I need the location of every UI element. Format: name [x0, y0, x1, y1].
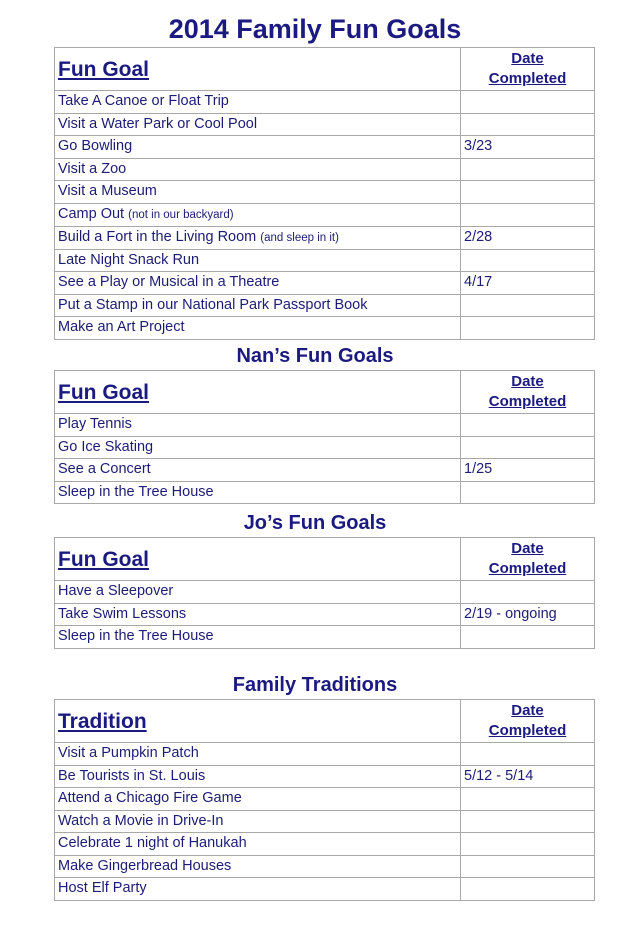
goal-cell: Make Gingerbread Houses	[55, 855, 461, 878]
goal-cell: Take Swim Lessons	[55, 603, 461, 626]
goal-cell: Attend a Chicago Fire Game	[55, 788, 461, 811]
date-cell	[461, 626, 595, 649]
date-cell: 2/28	[461, 226, 595, 249]
date-cell	[461, 833, 595, 856]
date-cell: 2/19 - ongoing	[461, 603, 595, 626]
section-heading-nan: Nan’s Fun Goals	[236, 345, 394, 367]
table-row	[55, 626, 595, 649]
table-row	[55, 810, 595, 833]
goal-cell: Camp Out (not in our backyard)	[55, 203, 461, 226]
traditions-table	[54, 699, 595, 901]
table-row	[55, 481, 595, 504]
table-row	[55, 203, 595, 226]
date-cell	[461, 743, 595, 766]
table-row	[55, 833, 595, 856]
table-row	[55, 878, 595, 901]
date-cell	[461, 113, 595, 136]
goal-cell: Visit a Zoo	[55, 158, 461, 181]
goal-column-header: Fun Goal	[55, 371, 461, 414]
table-row	[55, 788, 595, 811]
date-cell: 3/23	[461, 136, 595, 159]
date-cell	[461, 436, 595, 459]
goal-column-header: Fun Goal	[55, 538, 461, 581]
goal-cell: Visit a Museum	[55, 181, 461, 204]
goal-cell: Visit a Pumpkin Patch	[55, 743, 461, 766]
goal-cell: Put a Stamp in our National Park Passport Book	[55, 294, 461, 317]
goal-note: (not in our backyard)	[128, 208, 234, 221]
date-cell	[461, 481, 595, 504]
table-row	[55, 294, 595, 317]
date-header-line1: Date	[511, 702, 544, 719]
date-column-header	[461, 538, 595, 581]
goal-column-header: Fun Goal	[55, 48, 461, 91]
table-row	[55, 414, 595, 437]
table-row	[55, 226, 595, 249]
table-row	[55, 436, 595, 459]
table-row	[55, 459, 595, 482]
goal-cell: Go Bowling	[55, 136, 461, 159]
goal-cell: Watch a Movie in Drive-In	[55, 810, 461, 833]
date-cell: 1/25	[461, 459, 595, 482]
tradition-column-header: Tradition	[55, 700, 461, 743]
date-cell	[461, 91, 595, 114]
date-cell	[461, 878, 595, 901]
date-cell	[461, 810, 595, 833]
date-cell	[461, 294, 595, 317]
date-header-line2: Completed	[488, 70, 567, 87]
date-cell	[461, 414, 595, 437]
table-row	[55, 743, 595, 766]
date-cell	[461, 788, 595, 811]
goal-cell: Have a Sleepover	[55, 581, 461, 604]
goal-cell: Celebrate 1 night of Hanukah	[55, 833, 461, 856]
goal-cell: Be Tourists in St. Louis	[55, 765, 461, 788]
table-row	[55, 855, 595, 878]
goal-cell: Play Tennis	[55, 414, 461, 437]
date-header-line1: Date	[511, 373, 544, 390]
goal-cell: Visit a Water Park or Cool Pool	[55, 113, 461, 136]
jo-goals-table	[54, 537, 595, 649]
family-goals-table	[54, 47, 595, 340]
goal-note: (and sleep in it)	[260, 231, 339, 244]
goal-cell: Host Elf Party	[55, 878, 461, 901]
date-column-header	[461, 371, 595, 414]
table-row	[55, 272, 595, 295]
goal-cell: Go Ice Skating	[55, 436, 461, 459]
date-cell	[461, 317, 595, 340]
table-row	[55, 136, 595, 159]
table-row	[55, 249, 595, 272]
date-cell	[461, 203, 595, 226]
goal-cell: Build a Fort in the Living Room (and sleep in it)	[55, 226, 461, 249]
date-header-line1: Date	[511, 540, 544, 557]
goal-cell: Make an Art Project	[55, 317, 461, 340]
goal-cell: See a Concert	[55, 459, 461, 482]
goal-cell: Take A Canoe or Float Trip	[55, 91, 461, 114]
goal-cell: Sleep in the Tree House	[55, 626, 461, 649]
date-header-line1: Date	[511, 50, 544, 67]
goal-cell: See a Play or Musical in a Theatre	[55, 272, 461, 295]
date-header-line2: Completed	[488, 722, 567, 739]
date-cell	[461, 181, 595, 204]
table-row	[55, 158, 595, 181]
section-heading-traditions: Family Traditions	[232, 674, 398, 696]
date-cell	[461, 249, 595, 272]
date-header-line2: Completed	[488, 560, 567, 577]
goal-cell: Late Night Snack Run	[55, 249, 461, 272]
date-column-header	[461, 48, 595, 91]
table-row	[55, 317, 595, 340]
date-cell	[461, 855, 595, 878]
table-row	[55, 91, 595, 114]
date-header-line2: Completed	[488, 393, 567, 410]
table-row	[55, 603, 595, 626]
table-row	[55, 113, 595, 136]
goal-cell: Sleep in the Tree House	[55, 481, 461, 504]
date-cell	[461, 581, 595, 604]
page-title: 2014 Family Fun Goals	[168, 14, 462, 44]
date-column-header	[461, 700, 595, 743]
date-cell: 5/12 - 5/14	[461, 765, 595, 788]
date-cell: 4/17	[461, 272, 595, 295]
table-row	[55, 765, 595, 788]
section-heading-jo: Jo’s Fun Goals	[243, 512, 387, 534]
table-row	[55, 181, 595, 204]
table-row	[55, 581, 595, 604]
date-cell	[461, 158, 595, 181]
nan-goals-table	[54, 370, 595, 504]
